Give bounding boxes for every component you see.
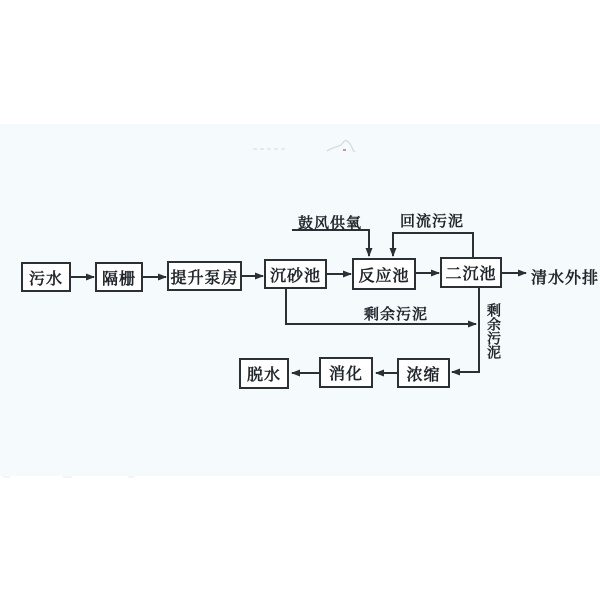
arrow-clarifier-to-thickening xyxy=(452,288,479,372)
artifact-smudge-curve xyxy=(327,140,355,152)
node-secondary-clarifier: 二沉池 xyxy=(440,257,502,288)
arrow-return-sludge-loop xyxy=(393,233,473,257)
label-return-sludge: 回流污泥 xyxy=(399,213,464,230)
label-excess-sludge: 剩余污泥 xyxy=(363,306,428,323)
artifact-magenta-speck xyxy=(343,149,346,151)
label-excess-sludge-vertical: 剩余污泥 xyxy=(486,303,502,359)
node-sewage: 污水 xyxy=(21,262,71,292)
node-reaction-tank: 反应池 xyxy=(352,258,416,290)
node-bar-screen: 隔栅 xyxy=(95,262,143,292)
node-grit-chamber: 沉砂池 xyxy=(264,259,327,289)
node-dewatering: 脱水 xyxy=(239,358,289,389)
node-thickening: 浓缩 xyxy=(397,358,450,388)
label-aeration: 鼓风供氧 xyxy=(297,215,362,232)
node-lift-pump-station: 提升泵房 xyxy=(167,261,242,291)
node-digestion: 消化 xyxy=(319,357,373,388)
label-effluent: 清水外排 xyxy=(531,270,600,287)
arrow-aeration-to-reactor xyxy=(292,230,369,256)
